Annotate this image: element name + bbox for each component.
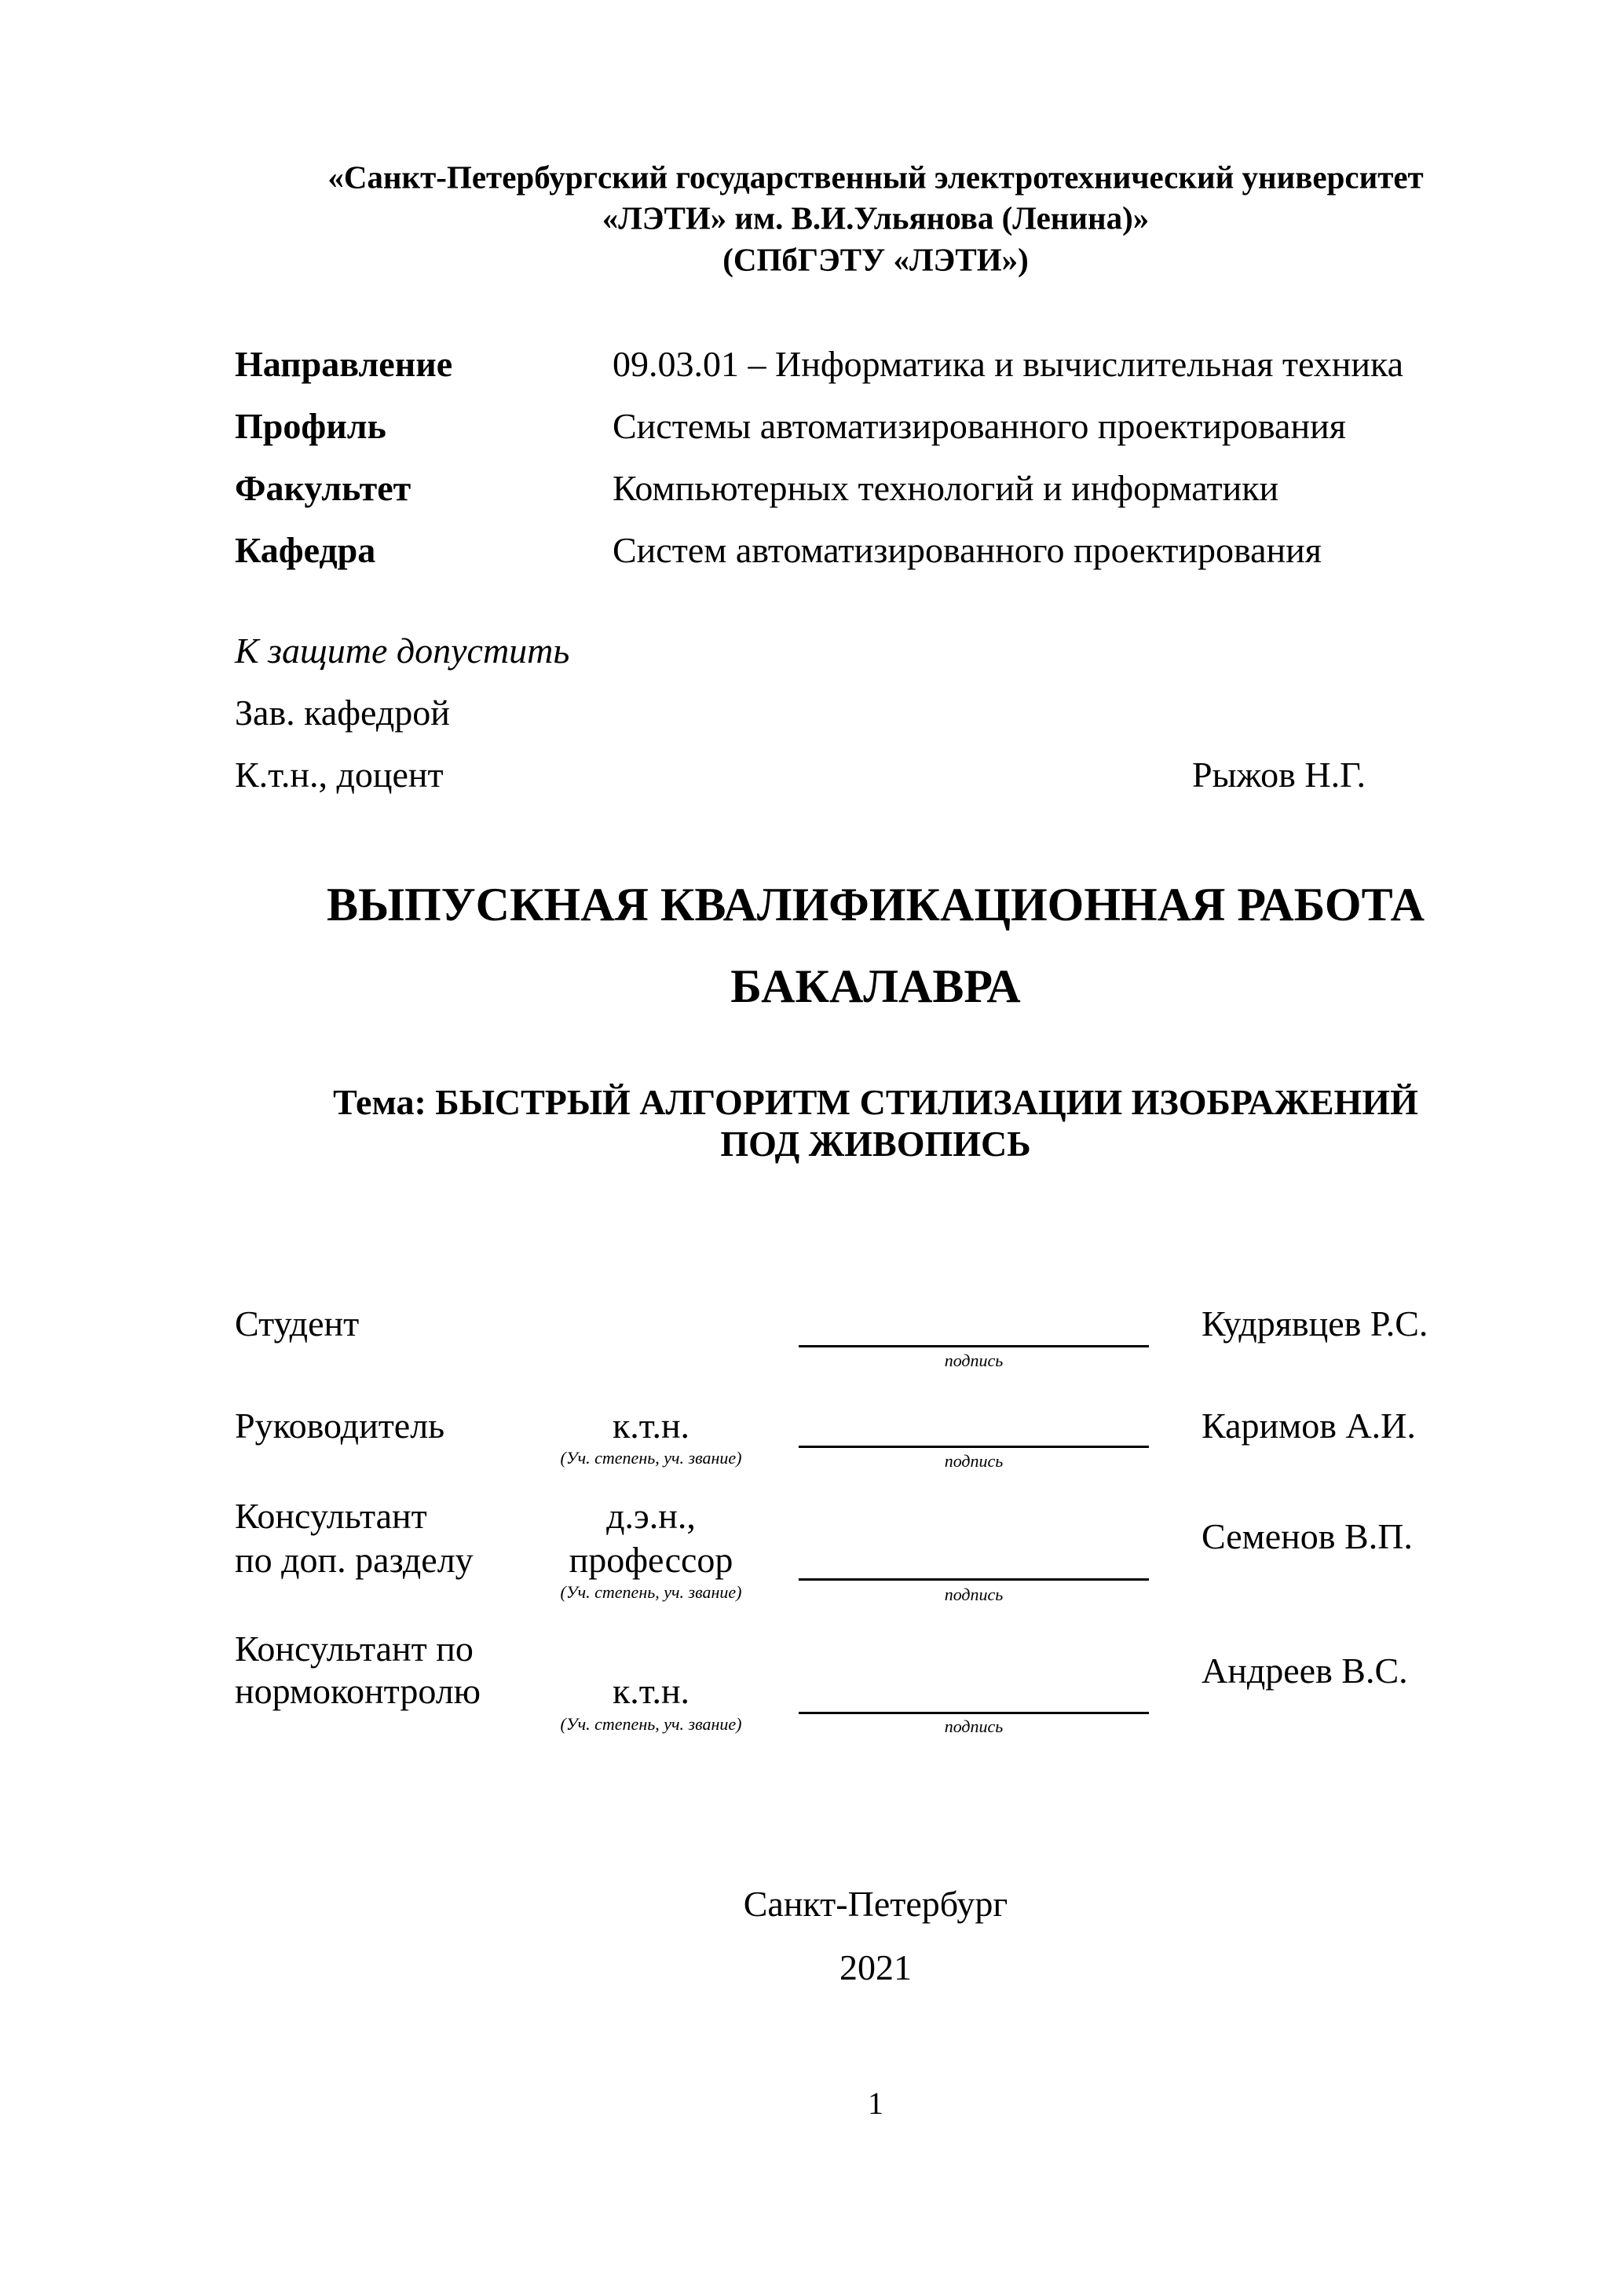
person-name: Каримов А.И. (1202, 1406, 1416, 1446)
topic-line: ПОД ЖИВОПИСЬ (720, 1124, 1031, 1164)
person-name: Кудрявцев Р.С. (1202, 1303, 1428, 1344)
signature-caption: подпись (944, 1717, 1004, 1736)
page-number: 1 (868, 2086, 883, 2121)
topic-line: Тема: БЫСТРЫЙ АЛГОРИТМ СТИЛИЗАЦИИ ИЗОБРАЖЕНИЙ (333, 1082, 1418, 1122)
info-value: Системы автоматизированного проектирования (613, 406, 1346, 446)
signature-caption: подпись (944, 1351, 1004, 1370)
title-line: БАКАЛАВРА (730, 960, 1021, 1012)
header-line: «ЛЭТИ» им. В.И.Ульянова (Ленина)» (602, 199, 1150, 236)
signature-line (799, 1712, 1149, 1714)
role-label: нормоконтролю (235, 1671, 481, 1711)
info-value: Компьютерных технологий и информатики (613, 468, 1279, 508)
head-of-department: Зав. кафедрой (235, 693, 450, 733)
signature-line (799, 1446, 1149, 1448)
degree-caption: (Уч. степень, уч. звание) (560, 1714, 742, 1734)
degree-value: профессор (569, 1540, 733, 1580)
admit-text: К защите допустить (235, 631, 570, 671)
role-label: Руководитель (235, 1406, 445, 1446)
head-name: Рыжов Н.Г. (1192, 755, 1366, 795)
signature-caption: подпись (944, 1451, 1004, 1471)
header-line: «Санкт-Петербургский государственный электротехнический университет (327, 159, 1424, 196)
degree-value: д.э.н., (606, 1496, 696, 1536)
role-label: Консультант (235, 1496, 427, 1536)
role-label: Студент (235, 1303, 360, 1344)
degree-caption: (Уч. степень, уч. звание) (560, 1448, 742, 1468)
year: 2021 (839, 1947, 912, 1987)
role-label: Консультант по (235, 1629, 474, 1669)
signature-line (799, 1578, 1149, 1581)
info-value: Систем автоматизированного проектирования (613, 530, 1322, 570)
person-name: Семенов В.П. (1202, 1516, 1413, 1556)
city: Санкт-Петербург (743, 1884, 1008, 1924)
signature-caption: подпись (944, 1585, 1004, 1604)
header-line: (СПбГЭТУ «ЛЭТИ») (722, 241, 1029, 278)
signature-line (799, 1345, 1149, 1347)
title-line: ВЫПУСКНАЯ КВАЛИФИКАЦИОННАЯ РАБОТА (327, 879, 1425, 930)
degree-value: к.т.н. (612, 1406, 690, 1446)
info-value: 09.03.01 – Информатика и вычислительная техника (613, 344, 1404, 384)
role-label: по доп. разделу (235, 1540, 474, 1580)
info-label: Профиль (235, 406, 386, 446)
info-label: Кафедра (235, 530, 376, 570)
info-label: Факультет (235, 468, 411, 508)
person-name: Андреев В.С. (1202, 1651, 1408, 1691)
degree-caption: (Уч. степень, уч. звание) (560, 1582, 742, 1602)
degree-value: к.т.н. (612, 1671, 690, 1711)
head-degree: К.т.н., доцент (235, 755, 444, 795)
info-label: Направление (235, 344, 453, 384)
